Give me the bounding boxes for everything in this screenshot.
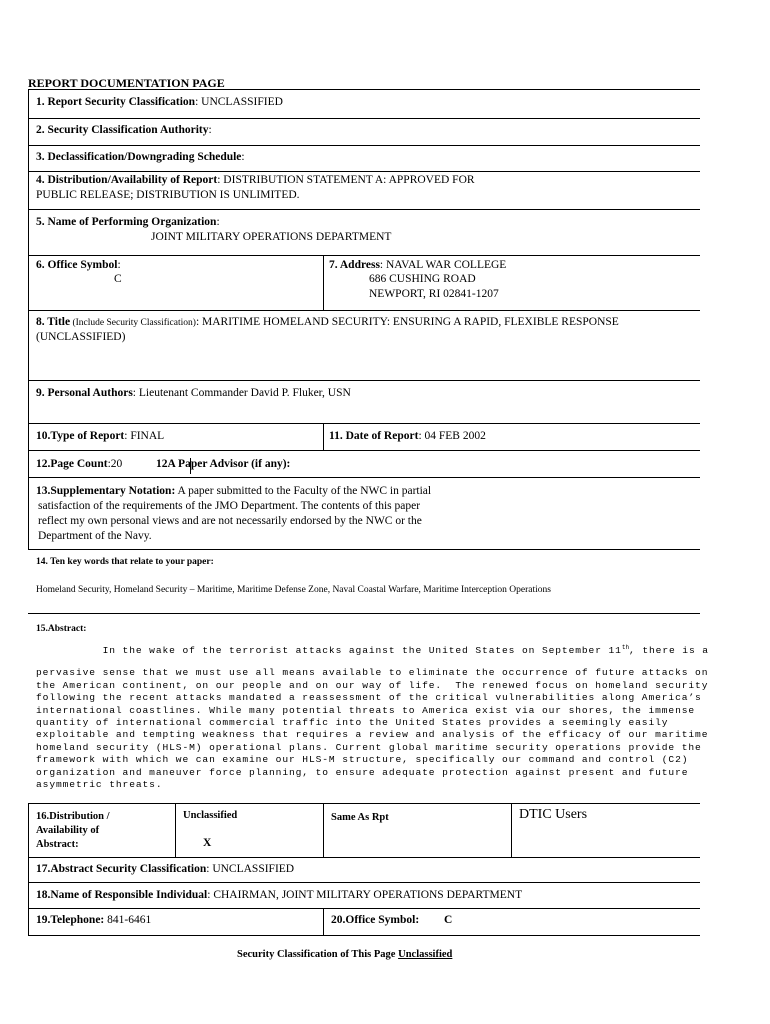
field-19	[36, 914, 151, 926]
field-19-value: 841-6461	[104, 914, 152, 926]
field-18-value: : CHAIRMAN, JOINT MILITARY OPERATIONS DEPARTMENT	[207, 889, 523, 901]
rule	[28, 477, 700, 478]
field-12	[36, 458, 122, 470]
field-13-value-3: reflect my own personal views and are not necessarily endorsed by the NWC or the	[38, 515, 422, 527]
same-as-rpt-option: Same As Rpt	[331, 812, 389, 823]
rule	[28, 171, 700, 172]
field-4-label: 4. Distribution/Availability of Report	[36, 174, 218, 186]
footer-value: Unclassified	[398, 949, 453, 960]
field-5-value: JOINT MILITARY OPERATIONS DEPARTMENT	[151, 231, 392, 243]
field-20-label: 20.Office Symbol:	[331, 914, 420, 926]
field-6-colon: :	[117, 259, 121, 271]
field-3-label: 3. Declassification/Downgrading Schedule	[36, 151, 242, 163]
field-4	[36, 174, 475, 186]
field-1-value: : UNCLASSIFIED	[195, 96, 283, 108]
abstract-line: asymmetric threats.	[36, 779, 163, 791]
rule	[28, 857, 700, 858]
field-14-label: 14. Ten key words that relate to your paper:	[36, 557, 214, 567]
rule	[28, 882, 700, 883]
rule	[28, 209, 700, 210]
page-title: REPORT DOCUMENTATION PAGE	[28, 76, 225, 90]
left-border	[28, 89, 29, 549]
field-10-label: 10.Type of Report	[36, 430, 125, 442]
rule	[28, 380, 700, 381]
field-18-label: 18.Name of Responsible Individual	[36, 889, 208, 901]
abstract-line: organization and maneuver force planning, to ensure adequate protection against present and future	[36, 766, 689, 778]
field-5-label: 5. Name of Performing Organization	[36, 216, 217, 228]
field-5	[36, 216, 220, 228]
field-7-value-2: 686 CUSHING ROAD	[369, 273, 476, 285]
field-18	[36, 889, 522, 901]
divider	[323, 423, 324, 450]
abstract-line: homeland security (HLS-M) operational plans. Current global maritime security operations provide the	[36, 741, 702, 753]
field-13-value-4: Department of the Navy.	[38, 530, 152, 542]
abstract-line: the American continent, on our people and on our way of life. The renewed focus on homeland security	[36, 679, 709, 691]
field-7-value: : NAVAL WAR COLLEGE	[379, 259, 507, 271]
field-6-label: 6. Office Symbol	[36, 259, 118, 271]
field-2-label: 2. Security Classification Authority	[36, 124, 209, 136]
left-border	[28, 803, 29, 935]
rule	[28, 613, 700, 614]
divider	[511, 803, 512, 857]
divider	[323, 803, 324, 857]
field-7-label: 7. Address	[329, 259, 380, 271]
rule	[28, 935, 700, 936]
field-17-label: 17.Abstract Security Classification	[36, 863, 207, 875]
field-12a-label: 12A Paper Advisor (if any):	[156, 458, 291, 470]
field-2-value: :	[208, 124, 212, 136]
abstract-line: exploitable and tempting weakness that requires a review and analysis of the efficacy of our maritime	[36, 729, 709, 741]
rule	[28, 89, 700, 90]
divider	[175, 803, 176, 857]
field-11-value: : 04 FEB 2002	[418, 430, 486, 442]
field-1-label: 1. Report Security Classification	[36, 96, 196, 108]
field-10	[36, 430, 164, 442]
rule	[28, 145, 700, 146]
footer-classification	[237, 949, 452, 960]
unclassified-option: Unclassified	[183, 810, 238, 821]
field-6-value: C	[114, 273, 122, 285]
rule	[28, 255, 700, 256]
field-16-label-3: Abstract:	[36, 839, 79, 850]
field-8-label: 8. Title	[36, 316, 71, 328]
rule	[28, 908, 700, 909]
field-14-value: Homeland Security, Homeland Security – Maritime, Maritime Defense Zone, Naval Coastal Warfare, Maritime Interception Operations	[36, 585, 551, 595]
divider	[323, 908, 324, 935]
rule	[28, 549, 700, 550]
field-8-value-2: (UNCLASSIFIED)	[36, 331, 126, 343]
field-2	[36, 124, 212, 136]
abstract-first-line-text: In the wake of the terrorist attacks against the United States on September 11	[36, 645, 622, 657]
footer-label: Security Classification of This Page	[237, 949, 399, 960]
dtic-users-option: DTIC Users	[519, 807, 588, 822]
unclassified-mark: X	[203, 837, 212, 849]
divider	[323, 255, 324, 310]
rule	[28, 118, 700, 119]
field-9-label: 9. Personal Authors	[36, 387, 133, 399]
field-5-colon: :	[216, 216, 220, 228]
field-15-label: 15.Abstract:	[36, 624, 87, 634]
field-11-label: 11. Date of Report	[329, 430, 419, 442]
abstract-first-line-end: , there is a	[629, 645, 709, 657]
field-4-value-2: PUBLIC RELEASE; DISTRIBUTION IS UNLIMITED.	[36, 189, 300, 201]
abstract-line: pervasive sense that we must use all means available to eliminate the occurrence of future attacks on	[36, 667, 709, 679]
field-13-label: 13.Supplementary Notation:	[36, 485, 176, 497]
abstract-line: international coastlines. While many potential threats to America exist via our shores, the immense	[36, 704, 696, 716]
abstract-line: quantity of international commercial traffic into the United States provides a seemingly easily	[36, 717, 669, 729]
field-4-value: : DISTRIBUTION STATEMENT A: APPROVED FOR	[217, 174, 475, 186]
field-6	[36, 259, 121, 271]
field-1	[36, 96, 283, 108]
abstract-body	[36, 655, 708, 804]
abstract-line: following the recent attacks mandated a reassessment of the critical vulnerabilities along America’s	[36, 692, 702, 704]
field-20-value: C	[444, 914, 453, 926]
rule	[28, 310, 700, 311]
field-10-value: : FINAL	[124, 430, 165, 442]
field-13	[36, 485, 431, 497]
rule	[28, 450, 700, 451]
field-16-label-1: 16.Distribution /	[36, 811, 110, 822]
abstract-line: framework with which we can examine our HLS-M structure, specifically our command and control (C2)	[36, 754, 689, 766]
field-8	[36, 316, 619, 328]
field-16-label-2: Availability of	[36, 825, 100, 836]
field-8-note: (Include Security Classification)	[70, 318, 196, 328]
field-19-label: 19.Telephone:	[36, 914, 105, 926]
field-13-value: A paper submitted to the Faculty of the NWC in partial	[175, 485, 432, 497]
field-11	[329, 430, 486, 442]
field-9-value: : Lieutenant Commander David P. Fluker, USN	[132, 387, 351, 399]
field-12-value: :20	[107, 458, 123, 470]
field-12-label: 12.Page Count	[36, 458, 108, 470]
field-17	[36, 863, 294, 875]
field-16-label	[36, 810, 110, 852]
field-13-value-2: satisfaction of the requirements of the JMO Department. The contents of this paper	[38, 500, 421, 512]
rule	[28, 423, 700, 424]
field-8-value: : MARITIME HOMELAND SECURITY: ENSURING A RAPID, FLEXIBLE RESPONSE	[195, 316, 619, 328]
abstract-sup: th	[621, 644, 630, 651]
field-17-value: : UNCLASSIFIED	[206, 863, 295, 875]
field-7	[329, 259, 506, 271]
field-7-value-3: NEWPORT, RI 02841-1207	[369, 288, 499, 300]
field-3-value: :	[241, 151, 245, 163]
field-9	[36, 387, 351, 399]
field-3	[36, 151, 245, 163]
